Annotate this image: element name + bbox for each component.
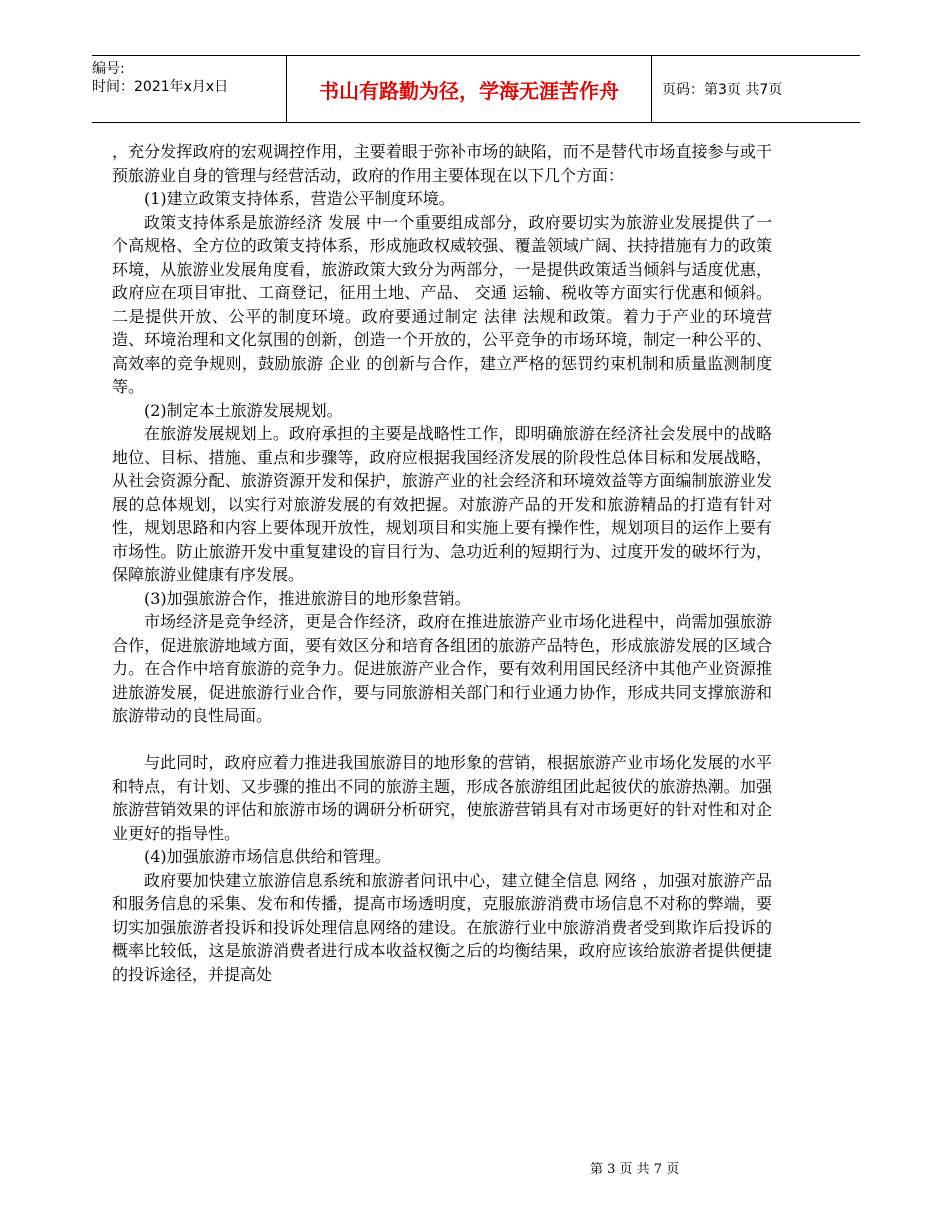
serial-label: 编号: (92, 61, 125, 77)
document-body (112, 140, 772, 986)
page-header (92, 55, 860, 123)
paragraph: 在旅游发展规划上。政府承担的主要是战略性工作，即明确旅游在经济社会发展中的战略地位、目标、措施、重点和步骤等，政府应根据我国经济发展的阶段性总体目标和发展战略，从社会资源分配、旅游资源开发和保护，旅游产业的社会经济和环境效益等方面编制旅游业发展的总体规划，以实行对旅游发展的有效把握。对旅游产品的开发和旅游精品的打造有针对性，规划思路和内容上要体现开放性，规划项目和实施上要有操作性，规划项目的运作上要有市场性。防止旅游开发中重复建设的盲目行为、急功近利的短期行为、过度开发的破坏行为，保障旅游业健康有序发展。 (112, 424, 772, 584)
paragraph: 与此同时，政府应着力推进我国旅游目的地形象的营销，根据旅游产业市场化发展的水平和特点，有计划、又步骤的推出不同的旅游主题，形成各旅游组团此起彼伏的旅游热潮。加强旅游营销效果的评估和旅游市场的调研分析研究，使旅游营销具有对市场更好的针对性和对企业更好的指导性。 (112, 753, 772, 843)
section-heading: (1)建立政策支持体系，营造公平制度环境。 (144, 189, 455, 208)
date-label: 时间：2021年x月x日 (92, 79, 229, 95)
section-heading: (4)加强旅游市场信息供给和管理。 (144, 847, 391, 866)
header-motto: 书山有路勤为径，学海无涯苦作舟 (286, 56, 652, 122)
paragraph: 政策支持体系是旅游经济 发展 中一个重要组成部分，政府要切实为旅游业发展提供了一个高规格、全方位的政策支持体系，形成施政权威较强、覆盖领域广阔、扶持措施有力的政策环境，从旅游业发展角度看，旅游政策大致分为两部分，一是提供政策适当倾斜与适度优惠，政府应在项目审批、工商登记，征用土地、产品、 交通 运输、税收等方面实行优惠和倾斜。二是提供开放、公平的制度环境。政府要通过制定 法律 法规和政策。着力于产业的环境营造、环境治理和文化氛围的创新，创造一个开放的，公平竞争的市场环境，制定一种公平的、高效率的竞争规则，鼓励旅游 企业 的创新与合作，建立严格的惩罚约束机制和质量监测制度等。 (112, 212, 772, 396)
paragraph: 市场经济是竞争经济，更是合作经济，政府在推进旅游产业市场化进程中，尚需加强旅游合作，促进旅游地域方面，要有效区分和培育各组团的旅游产品特色，形成旅游发展的区域合力。在合作中培育旅游的竞争力。促进旅游产业合作，要有效利用国民经济中其他产业资源推进旅游发展，促进旅游行业合作，要与同旅游相关部门和行业通力协作，形成共同支撑旅游和旅游带动的良性局面。 (112, 612, 772, 725)
section-heading: (3)加强旅游合作，推进旅游目的地形象营销。 (144, 588, 471, 608)
page-footer: 第 3 页 共 7 页 (590, 1162, 680, 1177)
paragraph: 政府要加快建立旅游信息系统和旅游者问讯中心，建立健全信息 网络 ，加强对旅游产品和服务信息的采集、发布和传播，提高市场透明度，克服旅游消费市场信息不对称的弊端，要切实加强旅游者投诉和投诉处理信息网络的建设。在旅游行业中旅游消费者受到欺诈后投诉的概率比较低，这是旅游消费者进行成本收益权衡之后的均衡结果，政府应该给旅游者提供便捷的投诉途径，并提高处 (112, 870, 772, 984)
header-meta (92, 56, 286, 122)
header-page-info: 页码：第3页 共7页 (662, 82, 783, 98)
section-heading: (2)制定本土旅游发展规划。 (144, 400, 343, 420)
paragraph: ，充分发挥政府的宏观调控作用，主要着眼于弥补市场的缺陷，而不是替代市场直接参与或干预旅游业自身的管理与经营活动，政府的作用主要体现在以下几个方面： (112, 142, 772, 185)
